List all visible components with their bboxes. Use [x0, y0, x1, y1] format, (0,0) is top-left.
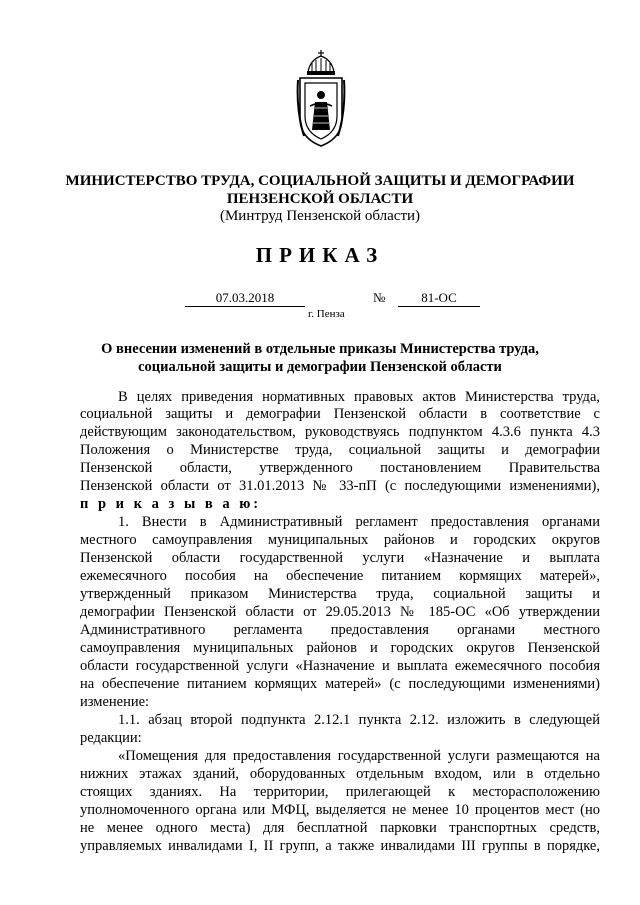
- body-line: демографии Пензенской области от 29.05.2013 № 185-ОС «Об утверждении: [80, 604, 600, 620]
- body-line: изменение:: [80, 694, 150, 710]
- body-line: нижних этажах зданий, оборудованных отдельным входом, или в отдельно: [80, 766, 600, 782]
- body-line: 1. Внести в Административный регламент предоставления органами: [118, 514, 600, 530]
- order-number: 81-ОС: [398, 290, 480, 307]
- body-line: не менее одного места) для бесплатной парковки транспортных средств,: [80, 820, 600, 836]
- body-line: уполномоченного органа или МФЦ, выделяется не менее 10 процентов мест (но: [80, 802, 600, 818]
- body-line: Пензенской области от 31.01.2013 № 33-пП (с последующими изменениями),: [80, 478, 600, 494]
- body-line: на обеспечение питанием кормящих матерей» (с последующими изменениями): [80, 676, 600, 692]
- body-line: «Помещения для предоставления государственной услуги размещаются на: [118, 748, 600, 764]
- subject-line2: социальной защиты и демографии Пензенской области: [138, 359, 502, 375]
- body-line: Административного регламента предоставления органами местного: [80, 622, 600, 638]
- body-line: Пензенской области государственной услуги «Назначение и выплата: [80, 550, 600, 566]
- document-type-title: ПРИКАЗ: [255, 243, 385, 267]
- body-line: редакции:: [80, 730, 142, 746]
- ministry-name-line1: МИНИСТЕРСТВО ТРУДА, СОЦИАЛЬНОЙ ЗАЩИТЫ И ДЕМОГРАФИИ: [65, 173, 575, 189]
- ministry-short-name: (Минтруд Пензенской области): [219, 208, 421, 224]
- body-line: утвержденный приказом Министерства труда, социальной защиты и: [80, 586, 600, 602]
- body-line: ежемесячного пособия на обеспечение питанием кормящих матерей»,: [80, 568, 600, 584]
- body-line: самоуправления муниципальных районов и городских округов Пензенской: [80, 640, 600, 656]
- date-number-line: [0, 290, 640, 308]
- body-line: 1.1. абзац второй подпункта 2.12.1 пункта 2.12. изложить в следующей: [118, 712, 600, 728]
- body-line: управляемых инвалидами I, II групп, а также инвалидами III группы в порядке,: [80, 838, 600, 854]
- coat-of-arms-icon: [296, 50, 346, 150]
- order-date: 07.03.2018: [185, 290, 305, 307]
- body-line: В целях приведения нормативных правовых актов Министерства труда,: [118, 389, 600, 405]
- body-line: социальной защиты и демографии Пензенской области в соответствие с: [80, 406, 600, 422]
- body-line: стоящих зданиях. На территории, прилегающей к месторасположению: [80, 784, 600, 800]
- number-sign: №: [373, 290, 386, 305]
- subject-line1: О внесении изменений в отдельные приказы Министерства труда,: [101, 341, 539, 357]
- ministry-name-line2: ПЕНЗЕНСКОЙ ОБЛАСТИ: [226, 191, 414, 207]
- body-line: области государственной услуги «Назначение и выплата ежемесячного пособия: [80, 658, 600, 674]
- order-keyword: п р и к а з ы в а ю:: [80, 496, 262, 512]
- body-line: Положения о Министерстве труда, социальной защиты и демографии: [80, 442, 600, 458]
- body-line: Пензенской области, утвержденного постановлением Правительства: [80, 460, 600, 476]
- body-line: местного самоуправления муниципальных районов и городских округов: [80, 532, 600, 548]
- city-label: г. Пенза: [308, 308, 345, 320]
- body-line: действующим законодательством, руководствуясь подпунктом 4.3.6 пункта 4.3: [80, 424, 600, 440]
